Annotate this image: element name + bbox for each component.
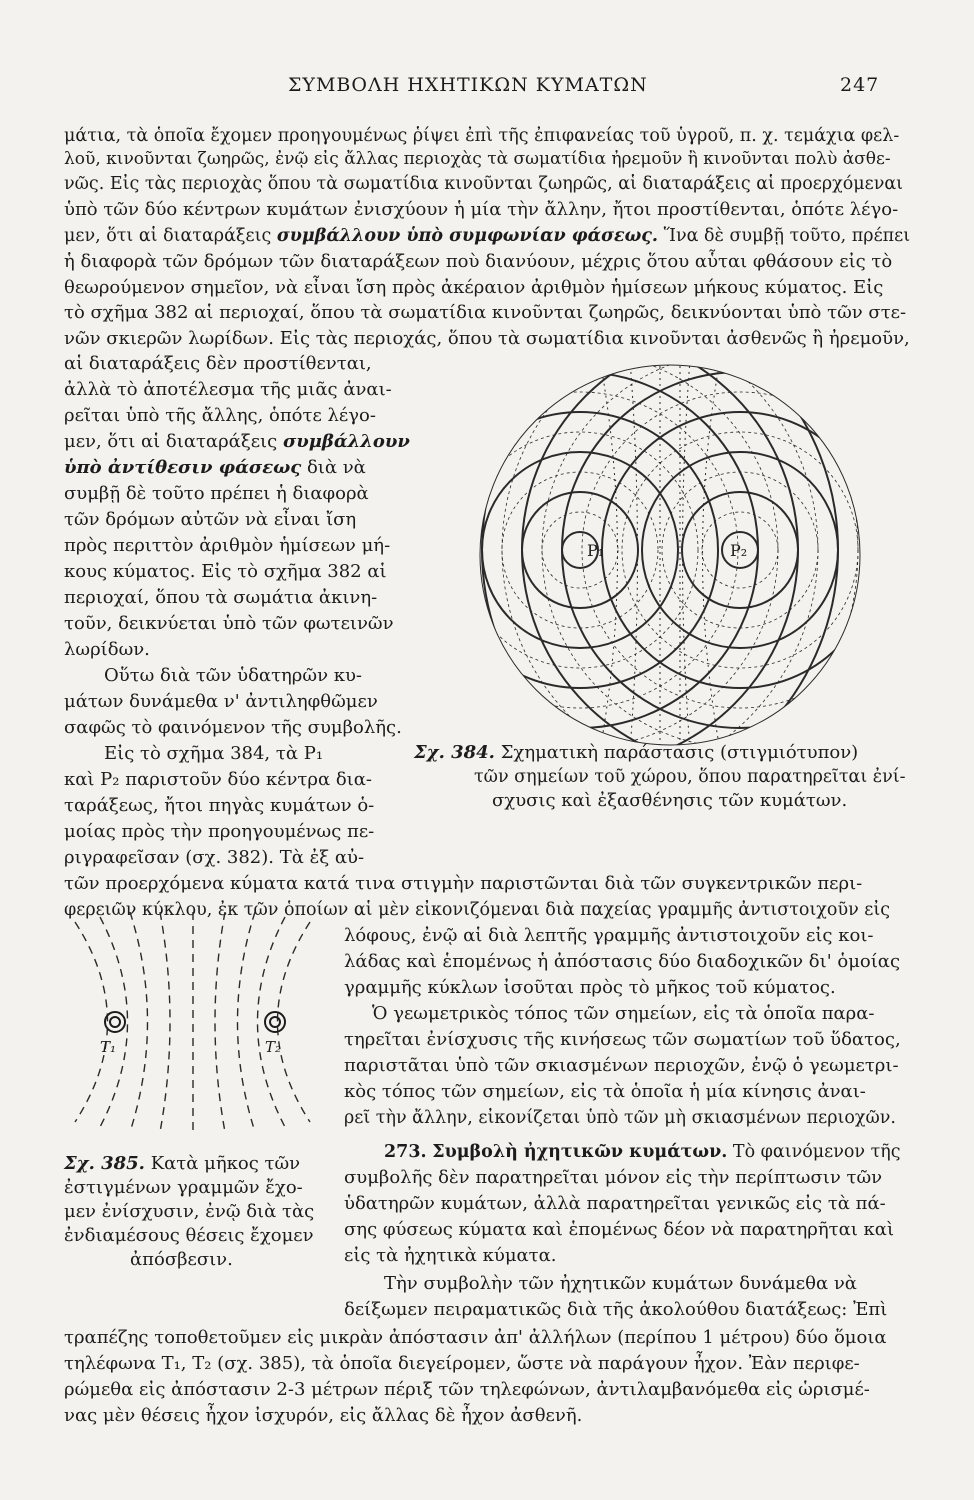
caption-line: ἐστιγμένων γραμμῶν ἔχο- [64,1177,303,1198]
text-line: σαφῶς τὸ φαινόμενον τῆς συμβολῆς. [64,717,402,738]
text-line: ταράξεως, ἤτοι πηγὰς κυμάτων ὁ- [64,795,375,816]
section-heading [384,1140,901,1164]
label-t2: T₂ [265,1038,282,1056]
wave-circles-p2 [440,360,900,750]
text-line: λοῦ, κινοῦνται ζωηρῶς, ἐνῷ εἰς ἄλλας περιοχὰς τὰ σωματίδια ἠρεμοῦν ἢ κινοῦνται πολὺ ἀσθε- [64,149,891,169]
wave-circles-p1 [440,360,898,750]
text-line: τὸ σχῆμα 382 αἱ περιοχαί, ὅπου τὰ σωματίδια κινοῦνται ζωηρῶς, δεικνύονται ὑπὸ τῶν στε- [64,302,907,323]
text-line: ρεῖ τὴν ἄλλην, εἰκονίζεται ὑπὸ τῶν μὴ σκιασμένων περιοχῶν. [344,1108,896,1128]
text-line: περιοχαί, ὅπου τὰ σωμάτια ἀκινη- [64,587,378,608]
text-line: Ὁ γεωμετρικὸς τόπος τῶν σημείων, εἰς τὰ ὁποῖα παρα- [372,1003,875,1024]
label-p2: P₂ [730,541,748,560]
text-line: ρώμεθα εἰς ἀπόστασιν 2-3 μέτρων πέριξ τῶν τηλεφώνων, ἀντιλαμβανόμεθα εἰς ὡρισμέ- [64,1379,870,1400]
text-line: νας μὲν θέσεις ἦχον ἰσχυρόν, εἰς ἄλλας δὲ ἦχον ἀσθενῆ. [64,1405,583,1426]
text-line [64,456,366,480]
text-fragment: Τὸ φαινόμενον τῆς [732,1142,901,1162]
text-line: μοίας πρὸς τὴν προηγουμένως πε- [64,821,375,842]
caption-line: ἀπόσβεσιν. [130,1249,233,1270]
section-title: Συμβολὴ ἠχητικῶν κυμάτων. [432,1142,728,1162]
text-line: μάτια, τὰ ὁποῖα ἔχομεν προηγουμένως ῥίψει ἐπὶ τῆς ἐπιφανείας τοῦ ὑγροῦ, π. χ. τεμάχια φελ- [64,126,900,146]
running-header: ΣΥΜΒΟΛΗ ΗΧΗΤΙΚΩΝ ΚΥΜΑΤΩΝ [288,74,648,96]
label-t1: T₁ [100,1038,117,1056]
text-line: νῶν σκιερῶν λωρίδων. Εἰς τὰς περιοχάς, ὅπου τὰ σωματίδια κινοῦνται ἀσθενῶς ἢ ἠρεμοῦν, [64,328,910,349]
caption-number: Σχ. 384. [414,742,495,763]
text-line: ἀλλὰ τὸ ἀποτέλεσμα τῆς μιᾶς ἀναι- [64,379,392,400]
text-line: Τὴν συμβολὴν τῶν ἠχητικῶν κυμάτων δυνάμεθα νὰ [384,1273,857,1294]
text-line: εἰς τὰ ἠχητικὰ κύματα. [344,1245,557,1266]
caption-text: Σχηματικὴ παράστασις (στιγμιότυπον) [500,742,859,763]
text-fragment: μεν, ὅτι αἱ διαταράξεις [64,431,278,452]
text-line: τηρεῖται ἐνίσχυσις τῆς κινήσεως τῶν σωματίων τοῦ ὕδατος, [344,1029,901,1050]
text-line: τῶν δρόμων αὐτῶν νὰ εἶναι ἴση [64,509,357,530]
text-line: λόφους, ἐνῷ αἱ διὰ λεπτῆς γραμμῆς ἀντιστοιχοῦν εἰς κοι- [344,925,874,946]
text-line: γραμμῆς κύκλων ἰσοῦται πρὸς τὸ μῆκος τοῦ κύματος. [344,977,836,998]
telephone-t1-icon [105,1012,125,1032]
text-line: λάδας καὶ ἑπομένως ἡ ἀπόστασις δύο διαδοχικῶν δι' ὁμοίας [344,951,901,972]
caption-text: Κατὰ μῆκος τῶν [150,1153,301,1174]
figure-384-interference [440,360,900,750]
text-line [64,430,410,454]
text-line: ριγραφεῖσαν (σχ. 382). Τὰ ἐξ αὐ- [64,847,365,868]
text-line: κους κύματος. Εἰς τὸ σχῆμα 382 αἱ [64,561,387,582]
text-fragment: μεν, ὅτι αἱ διαταράξεις [64,226,272,246]
text-line: τῶν προερχόμενα κύματα κατά τινα στιγμὴν παριστῶνται διὰ τῶν συγκεντρικῶν περι- [64,873,863,894]
text-line: καὶ P₂ παριστοῦν δύο κέντρα δια- [64,769,372,790]
text-line: νῶς. Εἰς τὰς περιοχὰς ὅπου τὰ σωματίδια κινοῦνται ζωηρῶς, αἱ διαταράξεις αἱ προερχόμεναι [64,174,904,194]
term-out-phase: ὑπὸ ἀντίθεσιν φάσεως [64,457,302,478]
text-line: τραπέζης τοποθετοῦμεν εἰς μικρὰν ἀπόστασιν ἀπ' ἀλλήλων (περίπου 1 μέτρου) δύο ὅμοια [64,1327,887,1348]
text-line: τοῦν, δεικνύεται ὑπὸ τῶν φωτεινῶν [64,613,394,634]
caption-line: μεν ἐνίσχυσιν, ἐνῷ διὰ τὰς [64,1201,315,1222]
telephone-t2-icon [265,1012,285,1032]
text-line: μάτων δυνάμεθα ν' ἀντιληφθῶμεν [64,691,378,712]
text-line: Οὕτω διὰ τῶν ὑδατηρῶν κυ- [104,665,363,686]
caption-line: τῶν σημείων τοῦ χώρου, ὅπου παρατηρεῖται ἐνί- [474,767,906,787]
text-line: θεωρούμενον σημεῖον, νὰ εἶναι ἴση πρὸς ἀκέραιον ἀριθμὸν ἡμίσεων μήκους κύματος. Εἰς [64,277,884,298]
text-line: συμβῇ δὲ τοῦτο πρέπει ἡ διαφορὰ [64,483,369,504]
text-line: ρεῖται ὑπὸ τῆς ἄλλης, ὁπότε λέγο- [64,405,376,426]
text-line: κὸς τόπος τῶν σημείων, εἰς τὰ ὁποῖα ἡ μία κίνησις ἀναι- [344,1081,866,1102]
text-line: τηλέφωνα T₁, T₂ (σχ. 385), τὰ ὁποῖα διεγείρομεν, ὥστε νὰ παράγουν ἦχον. Ἐὰν περιφε- [64,1353,860,1374]
caption-384 [414,741,858,765]
text-line: ἡ διαφορὰ τῶν δρόμων τῶν διαταράξεων ποὺ διανύουν, μέχρις ὅτου αὗται φθάσουν εἰς τὸ [64,251,893,272]
text-line: σης φύσεως κύματα καὶ ἑπομένως δέον νὰ παρατηρῆται καὶ [344,1219,895,1240]
text-line: ὑδατηρῶν κυμάτων, ἀλλὰ παρατηρεῖται γενικῶς εἰς τὰ πά- [344,1193,886,1214]
text-line: συμβολῆς δὲν παρατηρεῖται μόνον εἰς τὴν περίπτωσιν τῶν [344,1167,883,1188]
text-line: ὑπὸ τῶν δύο κέντρων κυμάτων ἐνισχύουν ἡ μία τὴν ἄλλην, ἤτοι προστίθενται, ὁπότε λέγο- [64,199,899,220]
term-out-phase: συμβάλλουν [282,431,410,452]
text-line: λωρίδων. [64,639,150,660]
text-fragment: διὰ νὰ [306,457,366,478]
text-line [64,224,910,248]
text-line: αἱ διαταράξεις δὲν προστίθενται, [64,353,372,374]
text-line: δείξωμεν πειραματικῶς διὰ τῆς ἀκολούθου διατάξεως: Ἐπὶ [344,1299,888,1320]
term-in-phase: συμβάλλουν ὑπὸ συμφωνίαν φάσεως. [276,226,659,246]
caption-385 [64,1152,300,1176]
text-line: φερειῶν κύκλου, ἐκ τῶν ὁποίων αἱ μὲν εἰκονιζόμεναι διὰ παχείας γραμμῆς ἀντιστοιχοῦν εἰς [64,900,891,920]
caption-line: ἐνδιαμέσους θέσεις ἔχομεν [64,1225,314,1246]
label-p1: P₁ [587,541,605,560]
caption-line: σχυσις καὶ ἐξασθένησις τῶν κυμάτων. [492,790,848,811]
section-number: 273. [384,1142,427,1162]
text-line: παριστᾶται ὑπὸ τῶν σκιασμένων περιοχῶν, ἐνῷ ὁ γεωμετρι- [344,1055,899,1076]
text-line: Εἰς τὸ σχῆμα 384, τὰ P₁ [104,743,324,764]
page-number: 247 [840,74,880,96]
text-fragment: Ἵνα δὲ συμβῇ τοῦτο, πρέπει [663,226,911,246]
text-line: πρὸς περιττὸν ἀριθμὸν ἡμίσεων μή- [64,535,391,556]
caption-number: Σχ. 385. [64,1153,145,1174]
figure-385-telephones [70,912,330,1142]
